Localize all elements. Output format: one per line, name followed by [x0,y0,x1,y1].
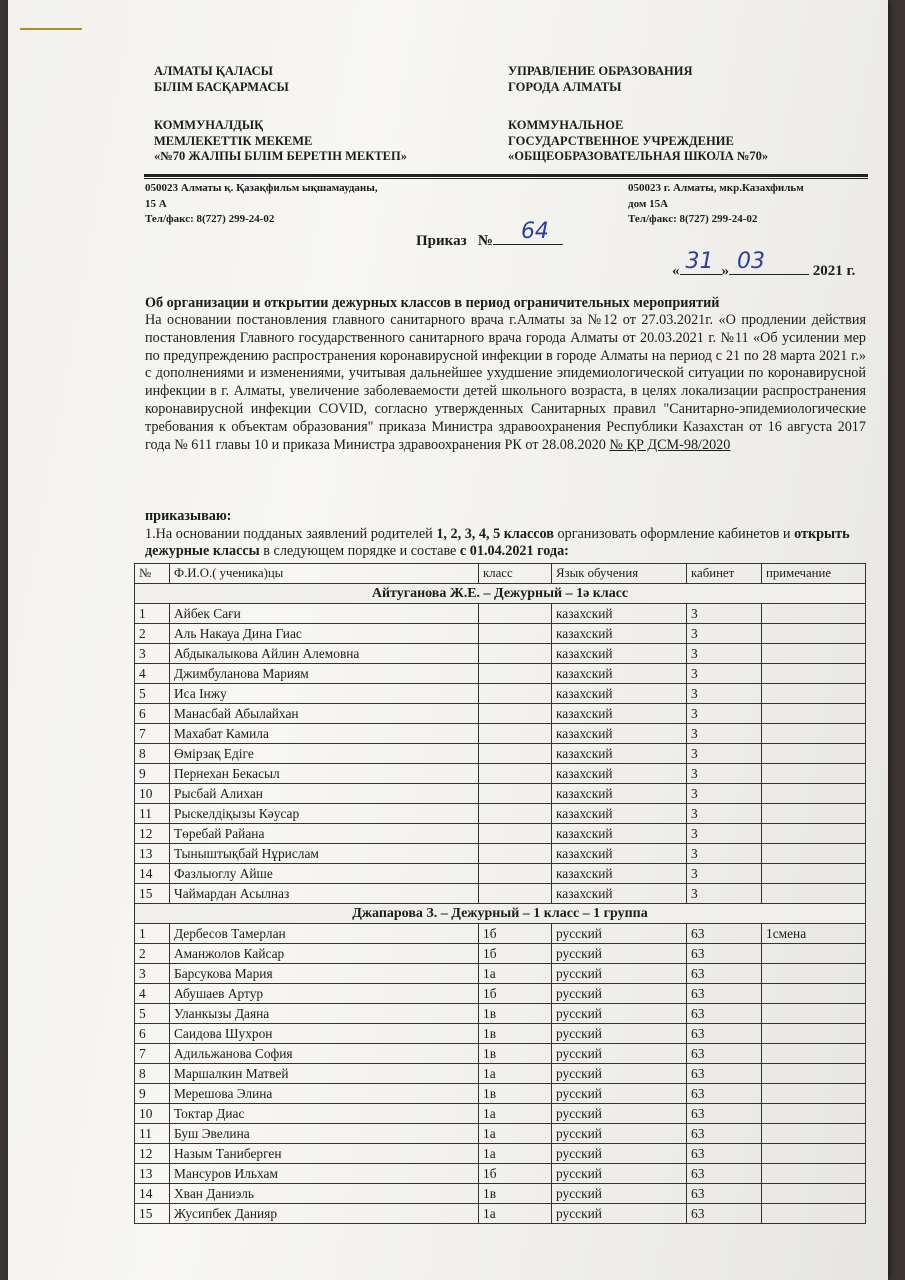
date-month: 03 [737,249,765,274]
cell-language: казахский [552,604,687,624]
table-row [135,1084,866,1104]
cell-number: 11 [135,804,170,824]
cell-class [479,724,552,744]
table-row [135,1164,866,1184]
cell-language: русский [552,984,687,1004]
cell-class [479,604,552,624]
cell-note [762,884,866,904]
cell-note [762,1024,866,1044]
address-left: 050023 Алматы қ. Қазақфильм ықшамауданы, 15 А Тел/факс: 8(727) 299-24-02 [145,182,378,225]
cell-name: Рыскелдіқызы Кәусар [170,804,479,824]
cell-name: Фазлыоглу Айше [170,864,479,884]
cell-number: 11 [135,1124,170,1144]
cell-note [762,604,866,624]
order-number-line [493,219,563,245]
table-row [135,1184,866,1204]
cell-note [762,764,866,784]
table-row [135,824,866,844]
cell-language: казахский [552,664,687,684]
cell-number: 15 [135,1204,170,1224]
cell-note [762,824,866,844]
cell-note [762,1204,866,1224]
table-row [135,764,866,784]
group-header-row [135,904,866,924]
cell-room: 63 [687,984,762,1004]
cell-class [479,864,552,884]
table-row [135,664,866,684]
cell-language: казахский [552,644,687,664]
table-row [135,1124,866,1144]
cell-room: 63 [687,1084,762,1104]
cell-number: 8 [135,1064,170,1084]
cell-room: 3 [687,744,762,764]
cell-number: 4 [135,984,170,1004]
cell-language: казахский [552,804,687,824]
cell-language: казахский [552,704,687,724]
cell-language: русский [552,944,687,964]
cell-class: 1в [479,1084,552,1104]
order-subject: Об организации и открытии дежурных классов в период ограничительных мероприятий [145,295,720,311]
cell-number: 9 [135,1084,170,1104]
order-date: « 31 » 03 2021 г. [672,249,856,279]
cell-number: 7 [135,1044,170,1064]
col-number: № [135,564,170,584]
prikazyvayu: приказываю: [145,508,232,524]
cell-note: 1смена [762,924,866,944]
cell-name: Мерешова Элина [170,1084,479,1104]
cell-number: 13 [135,844,170,864]
cell-number: 1 [135,924,170,944]
table-row [135,924,866,944]
cell-class [479,784,552,804]
col-class: класс [479,564,552,584]
cell-note [762,1144,866,1164]
cell-number: 14 [135,864,170,884]
cell-class [479,664,552,684]
cell-language: казахский [552,744,687,764]
cell-language: русский [552,1184,687,1204]
table-row [135,1104,866,1124]
table-row [135,1144,866,1164]
cell-language: русский [552,1024,687,1044]
header-rule-thin [144,178,868,179]
table-row [135,644,866,664]
cell-number: 9 [135,764,170,784]
cell-class [479,684,552,704]
cell-language: казахский [552,884,687,904]
cell-number: 5 [135,1004,170,1024]
cell-language: русский [552,1064,687,1084]
table-row [135,704,866,724]
cell-number: 6 [135,704,170,724]
cell-note [762,1124,866,1144]
cell-language: казахский [552,724,687,744]
cell-language: казахский [552,624,687,644]
cell-name: Чаймардан Асылназ [170,884,479,904]
table-row [135,1044,866,1064]
cell-name: Пернехан Бекасыл [170,764,479,784]
table-row [135,604,866,624]
cell-language: русский [552,1164,687,1184]
cell-name: Иса Інжу [170,684,479,704]
cell-number: 3 [135,964,170,984]
cell-number: 10 [135,784,170,804]
cell-note [762,964,866,984]
cell-class: 1б [479,944,552,964]
order-number: 64 [520,219,549,244]
cell-note [762,724,866,744]
cell-note [762,1004,866,1024]
cell-class: 1б [479,984,552,1004]
header-right-org: КОММУНАЛЬНОЕ ГОСУДАРСТВЕННОЕ УЧРЕЖДЕНИЕ «ОБЩЕОБРАЗОВАТЕЛЬНАЯ ШКОЛА №70» [508,118,769,163]
cell-language: русский [552,1144,687,1164]
cell-language: казахский [552,824,687,844]
cell-class: 1а [479,1124,552,1144]
cell-number: 8 [135,744,170,764]
cell-room: 3 [687,684,762,704]
cell-note [762,744,866,764]
cell-note [762,804,866,824]
cell-note [762,1084,866,1104]
cell-room: 63 [687,1124,762,1144]
cell-room: 63 [687,1204,762,1224]
cell-class: 1в [479,1184,552,1204]
cell-name: Абдыкалыкова Айлин Алемовна [170,644,479,664]
cell-room: 63 [687,1044,762,1064]
cell-class [479,824,552,844]
cell-name: Токтар Диас [170,1104,479,1124]
cell-note [762,1104,866,1124]
cell-name: Махабат Камила [170,724,479,744]
cell-class: 1в [479,1024,552,1044]
cell-name: Барсукова Мария [170,964,479,984]
cell-class [479,884,552,904]
cell-name: Рысбай Алихан [170,784,479,804]
col-language: Язык обучения [552,564,687,584]
cell-class: 1а [479,1104,552,1124]
order-reference: № ҚР ДСМ-98/2020 [609,436,731,453]
cell-number: 6 [135,1024,170,1044]
cell-class: 1а [479,1064,552,1084]
cell-number: 1 [135,604,170,624]
table-row [135,804,866,824]
cell-language: русский [552,1204,687,1224]
cell-language: русский [552,964,687,984]
cell-number: 4 [135,664,170,684]
cell-language: казахский [552,844,687,864]
group-header-row [135,584,866,604]
col-name: Ф.И.О.( ученика)цы [170,564,479,584]
cell-name: Өмірзақ Едіге [170,744,479,764]
cell-name: Тыныштықбай Нұрислам [170,844,479,864]
cell-note [762,784,866,804]
point-1: 1.На основании подданых заявлений родителей 1, 2, 3, 4, 5 классов организовать оформление кабинетов и открыть дежурные классы в следующем порядке и составе с 01.04.2021 года: [145,526,850,559]
cell-room: 63 [687,944,762,964]
date-day-line [680,249,722,275]
cell-name: Аманжолов Кайсар [170,944,479,964]
order-body: На основании постановления главного санитарного врача г.Алматы за №12 от 27.03.2021г. «О продлении действия постановления Главного государственного санитарного врача города Алматы от 20.03.2021 г. №11 «Об усилении мер по предупреждению распространения коронавирусной инфекции в городе Алматы на период с 21 по 28 марта 2021 г.» с дополнениями и изменениями, учитывая дальнейшее ухудшение эпидемиологической ситуации по коронавирусной инфекции в г. Алматы, увеличение заболеваемости детей школьного возраста, в целях локализации распространения коронавирусной инфекции COVID, согласно утвержденных Санитарных правил "Санитарно-эпидемиологические требования к объектам образования" приказа Министра здравоохранения Республики Казахстан от 16 августа 2017 года № 611 главы 10 и приказа Министра здравоохранения РК от 28.08.2020 № ҚР ДСМ-98/2020 [145,312,866,453]
cell-number: 15 [135,884,170,904]
cell-name: Маршалкин Матвей [170,1064,479,1084]
header-left-org: КОММУНАЛДЫҚ МЕМЛЕКЕТТІК МЕКЕМЕ «№70 ЖАЛПЫ БІЛІМ БЕРЕТІН МЕКТЕП» [154,118,407,163]
cell-language: казахский [552,864,687,884]
cell-class: 1в [479,1044,552,1064]
cell-number: 7 [135,724,170,744]
cell-room: 3 [687,644,762,664]
table-row [135,1024,866,1044]
cell-room: 63 [687,964,762,984]
header-rule-thick [144,174,868,177]
table-row [135,864,866,884]
cell-room: 63 [687,1004,762,1024]
cell-language: русский [552,1004,687,1024]
cell-number: 12 [135,824,170,844]
cell-room: 63 [687,1164,762,1184]
table-row [135,844,866,864]
cell-room: 3 [687,704,762,724]
cell-language: русский [552,1084,687,1104]
table-row [135,884,866,904]
cell-number: 13 [135,1164,170,1184]
cell-class: 1б [479,924,552,944]
date-day: 31 [685,249,714,274]
cell-class [479,704,552,724]
cell-class [479,624,552,644]
cell-class [479,844,552,864]
cell-note [762,624,866,644]
cell-language: русский [552,1104,687,1124]
cell-room: 3 [687,724,762,744]
cell-note [762,704,866,724]
cell-language: казахский [552,764,687,784]
table-row [135,624,866,644]
cell-note [762,984,866,1004]
header-right-top: УПРАВЛЕНИЕ ОБРАЗОВАНИЯ ГОРОДА АЛМАТЫ [508,64,693,94]
group-title: Айтуганова Ж.Е. – Дежурный – 1ә класс [135,584,866,604]
paper-tab-mark [20,28,82,30]
cell-note [762,844,866,864]
cell-language: русский [552,1044,687,1064]
cell-room: 63 [687,1184,762,1204]
cell-name: Адильжанова София [170,1044,479,1064]
table-row [135,984,866,1004]
table-row [135,1004,866,1024]
cell-room: 63 [687,1104,762,1124]
cell-name: Буш Эвелина [170,1124,479,1144]
date-month-line [729,249,809,275]
document-page [8,0,888,1280]
cell-class: 1б [479,1164,552,1184]
cell-language: казахский [552,684,687,704]
table-row [135,724,866,744]
cell-number: 14 [135,1184,170,1204]
cell-room: 3 [687,864,762,884]
cell-name: Аль Накауа Дина Гиас [170,624,479,644]
order-title: Приказ № 64 [416,228,563,250]
cell-number: 5 [135,684,170,704]
cell-name: Саидова Шухрон [170,1024,479,1044]
cell-number: 10 [135,1104,170,1124]
cell-name: Хван Даниэль [170,1184,479,1204]
header-left-top: АЛМАТЫ ҚАЛАСЫ БІЛІМ БАСҚАРМАСЫ [154,64,289,94]
cell-note [762,664,866,684]
cell-name: Дербесов Тамерлан [170,924,479,944]
cell-room: 3 [687,764,762,784]
cell-room: 3 [687,784,762,804]
cell-room: 63 [687,1064,762,1084]
cell-number: 3 [135,644,170,664]
cell-room: 63 [687,1144,762,1164]
cell-name: Назым Таниберген [170,1144,479,1164]
cell-class [479,744,552,764]
cell-room: 3 [687,604,762,624]
table-row [135,944,866,964]
cell-note [762,684,866,704]
cell-language: русский [552,1124,687,1144]
cell-class: 1а [479,1204,552,1224]
cell-class: 1а [479,964,552,984]
cell-note [762,1044,866,1064]
cell-number: 12 [135,1144,170,1164]
cell-name: Абушаев Артур [170,984,479,1004]
cell-note [762,864,866,884]
table-header-row [135,564,866,584]
cell-name: Манасбай Абылайхан [170,704,479,724]
cell-room: 63 [687,1024,762,1044]
cell-note [762,1064,866,1084]
cell-language: русский [552,924,687,944]
cell-room: 3 [687,624,762,644]
cell-note [762,944,866,964]
cell-class [479,644,552,664]
cell-number: 2 [135,624,170,644]
table-row [135,964,866,984]
cell-note [762,644,866,664]
col-room: кабинет [687,564,762,584]
table-row [135,784,866,804]
cell-name: Төребай Райана [170,824,479,844]
cell-room: 3 [687,804,762,824]
cell-name: Жусипбек Данияр [170,1204,479,1224]
table-row [135,1064,866,1084]
cell-name: Джимбуланова Мариям [170,664,479,684]
cell-room: 3 [687,824,762,844]
cell-note [762,1164,866,1184]
cell-room: 3 [687,884,762,904]
cell-room: 63 [687,924,762,944]
cell-number: 2 [135,944,170,964]
cell-language: казахский [552,784,687,804]
table-row [135,684,866,704]
cell-name: Уланкызы Даяна [170,1004,479,1024]
cell-class [479,764,552,784]
cell-class: 1в [479,1004,552,1024]
table-row [135,1204,866,1224]
cell-note [762,1184,866,1204]
table-row [135,744,866,764]
address-right: 050023 г. Алматы, мкр.Казахфильм дом 15А Тел/факс: 8(727) 299-24-02 [628,182,804,225]
cell-name: Айбек Сағи [170,604,479,624]
cell-room: 3 [687,664,762,684]
group-title: Джапарова З. – Дежурный – 1 класс – 1 группа [135,904,866,924]
cell-room: 3 [687,844,762,864]
col-note: примечание [762,564,866,584]
cell-class [479,804,552,824]
students-table [134,563,866,1224]
cell-name: Мансуров Ильхам [170,1164,479,1184]
cell-class: 1а [479,1144,552,1164]
